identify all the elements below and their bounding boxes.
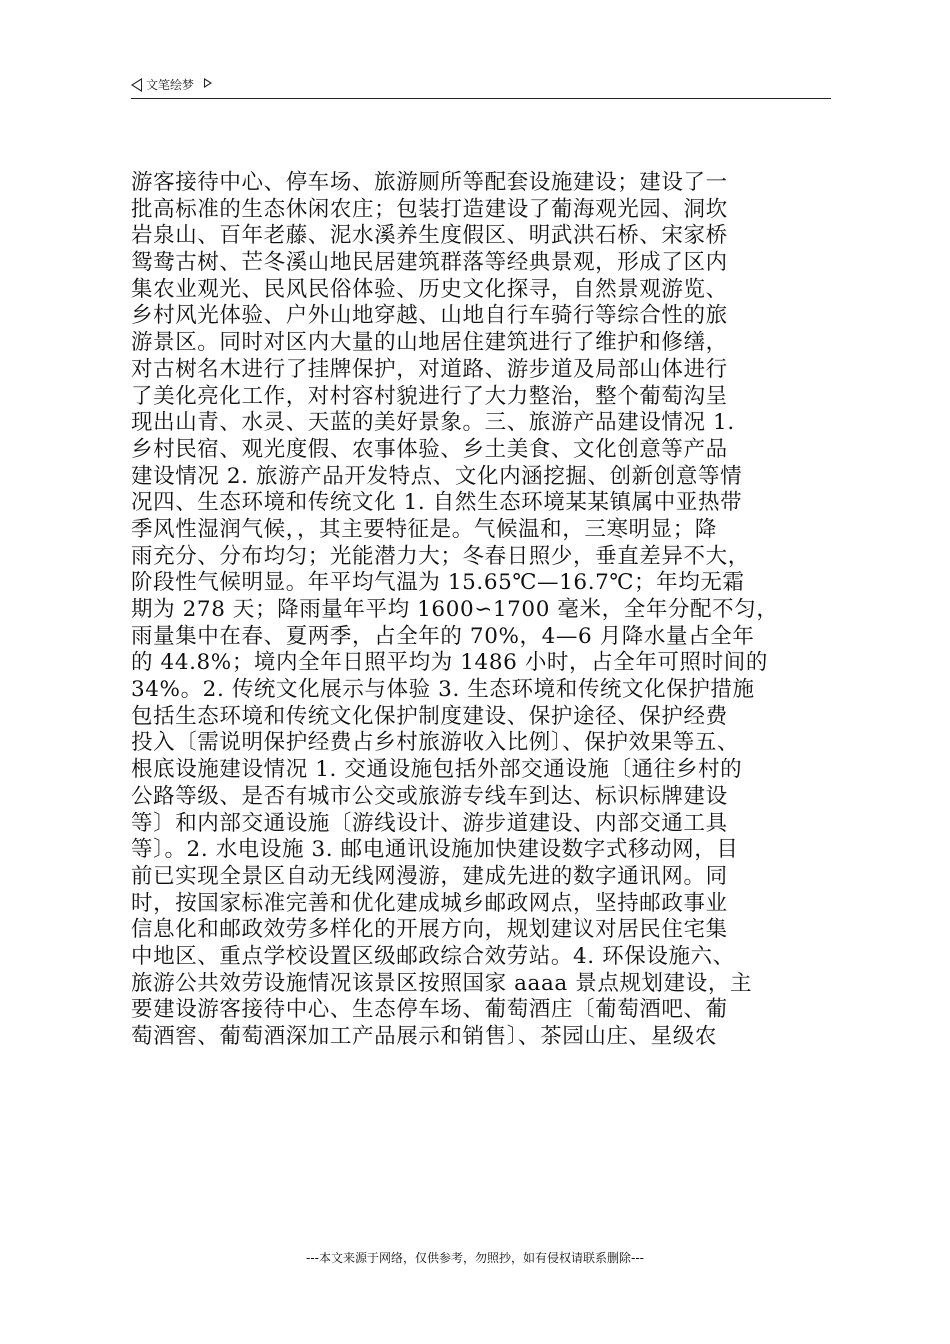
- body-line: 集农业观光、民风民俗体验、历史文化探寻，自然景观游览、: [131, 276, 728, 302]
- body-line: 乡村风光体验、户外山地穿越、山地自行车骑行等综合性的旅: [131, 303, 728, 329]
- page-header: [131, 76, 831, 99]
- body-line: 时，按国家标准完善和优化建成城乡邮政网点，坚持邮政事业: [131, 890, 728, 916]
- body-line: 建设情况 2. 旅游产品开发特点、文化内涵挖掘、创新创意等情: [131, 463, 743, 489]
- body-line: 等〕。2. 水电设施 3. 邮电通讯设施加快建设数字式移动网，目: [131, 837, 739, 863]
- body-line: 期为 278 天；降雨量年平均 1600∽1700 毫米，全年分配不匀，: [131, 597, 779, 622]
- brand-name: 文笔绘梦: [146, 78, 195, 92]
- body-line: 乡村民宿、观光度假、农事体验、乡土美食、文化创意等产品: [131, 436, 728, 462]
- body-line: 等〕和内部交通设施〔游线设计、游步道建设、内部交通工具: [131, 810, 728, 836]
- body-line: 况四、生态环境和传统文化 1. 自然生态环境某某镇属中亚热带: [131, 490, 743, 516]
- body-line: 季风性湿润气候，，其主要特征是。气候温和，三寒明显；降: [131, 516, 717, 542]
- body-line: 雨充分、分布均匀；光能潜力大；冬春日照少，垂直差异不大，: [131, 543, 750, 569]
- body-line: 鸳鸯古树、芒冬溪山地民居建筑群落等经典景观，形成了区内: [131, 250, 728, 276]
- document-body: [131, 170, 831, 1051]
- page-footer: ---本文来源于网络，仅供参考，勿照抄，如有侵权请联系删除---: [306, 1251, 644, 1265]
- header-brand: [131, 76, 212, 94]
- body-line: 包括生态环境和传统文化保护制度建设、保护途径、保护经费: [131, 703, 728, 729]
- body-line: 投入〔需说明保护经费占乡村旅游收入比例〕、保护效果等五、: [131, 730, 740, 756]
- body-line: 根底设施建设情况 1. 交通设施包括外部交通设施〔通往乡村的: [131, 757, 743, 783]
- body-line: 批高标准的生态休闲农庄；包装打造建设了葡海观光园、洞坎: [131, 196, 728, 222]
- body-line: 对古树名木进行了挂牌保护，对道路、游步道及局部山体进行: [131, 356, 728, 382]
- body-line: 的 44.8%；境内全年日照平均为 1486 小时，占全年可照时间的: [131, 650, 768, 676]
- body-line: 公路等级、是否有城市公交或旅游专线车到达、标识标牌建设: [131, 783, 728, 809]
- body-line: 岩泉山、百年老藤、泥水溪养生度假区、明武洪石桥、宋家桥: [131, 223, 728, 249]
- triangle-left-icon: [131, 78, 142, 92]
- body-line: 34%。2. 传统文化展示与体验 3. 生态环境和传统文化保护措施: [131, 677, 755, 703]
- body-line: 中地区、重点学校设置区级邮政综合效劳站。4. 环保设施六、: [131, 943, 735, 969]
- body-line: 前已实现全景区自动无线网漫游，建成先进的数字通讯网。同: [131, 863, 728, 889]
- body-line: 阶段性气候明显。年平均气温为 15.65℃—16.7℃；年均无霜: [131, 570, 745, 596]
- body-line: 信息化和邮政效劳多样化的开展方向，规划建议对居民住宅集: [131, 917, 728, 943]
- triangle-right-icon: [204, 78, 212, 88]
- body-line: 旅游公共效劳设施情况该景区按照国家 aaaa 景点规划建设，主: [131, 970, 753, 996]
- body-line: 游景区。同时对区内大量的山地居住建筑进行了维护和修缮，: [131, 330, 728, 356]
- body-line: 游客接待中心、停车场、旅游厕所等配套设施建设；建设了一: [131, 170, 728, 195]
- body-line: 了美化亮化工作，对村容村貌进行了大力整治，整个葡萄沟呈: [131, 383, 728, 409]
- body-line: 萄酒窖、葡萄酒深加工产品展示和销售〕、茶园山庄、星级农: [131, 1024, 717, 1049]
- body-line: 要建设游客接待中心、生态停车场、葡萄酒庄〔葡萄酒吧、葡: [131, 997, 728, 1023]
- body-line: 现出山青、水灵、天蓝的美好景象。三、旅游产品建设情况 1.: [131, 410, 735, 436]
- body-line: 雨量集中在春、夏两季，占全年的 70%，4—6 月降水量占全年: [131, 623, 755, 649]
